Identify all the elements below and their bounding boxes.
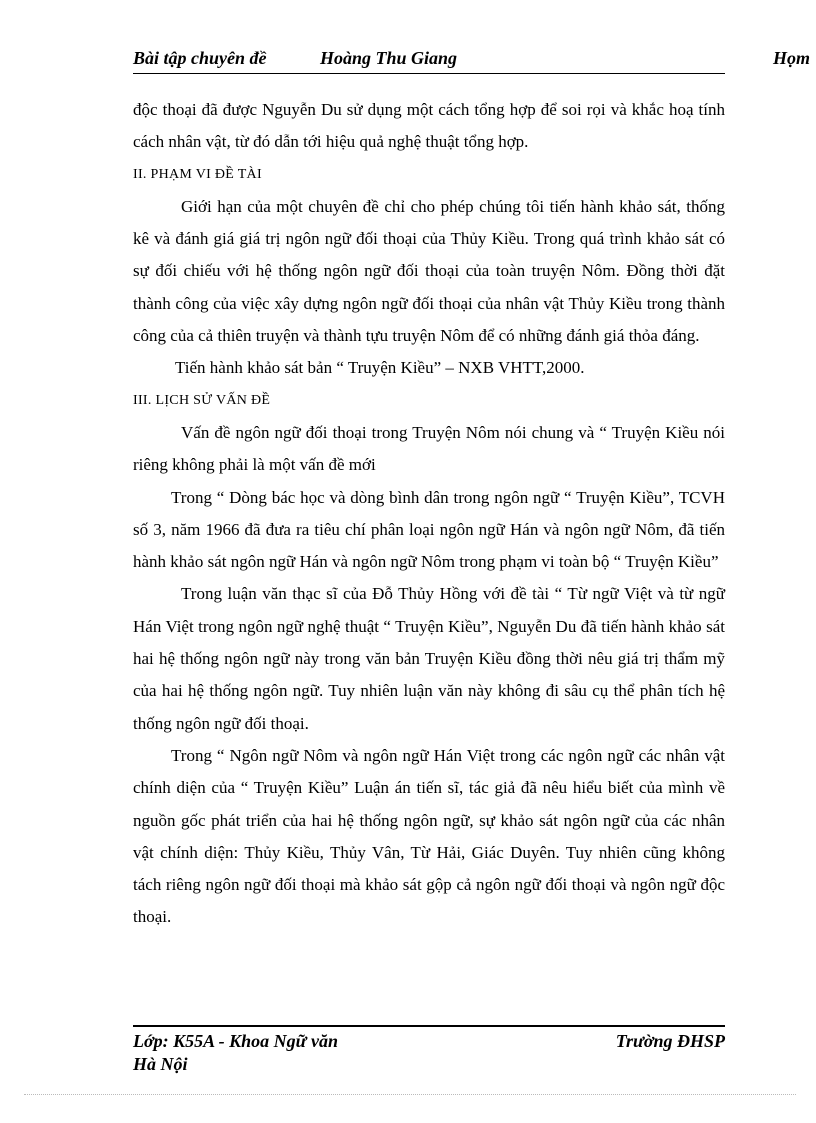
document-body <box>133 94 725 934</box>
header-title: Bài tập chuyên đề <box>133 48 267 68</box>
section-heading-scope: II. PHẠM VI ĐỀ TÀI <box>133 166 262 182</box>
header-author: Hoàng Thu Giang <box>320 48 458 68</box>
paragraph-continuation: độc thoại đã được Nguyễn Du sử dụng một cách tổng hợp để soi rọi và khắc hoạ tính cách nhân vật, từ đó dẫn tới hiệu quả nghệ thuật tổng hợp. <box>133 100 725 152</box>
footer-class: Lớp: K55A - Khoa Ngữ văn <box>133 1031 338 1051</box>
paragraph-history-3: Trong “ Ngôn ngữ Nôm và ngôn ngữ Hán Việt trong các ngôn ngữ các nhân vật chính diện của “ Truyện Kiều” Luận án tiến sĩ, tác giả đã nêu hiểu biết của mình về nguồn gốc phát triển của hai hệ thống ngôn ngữ, sự khảo sát ngôn ngữ của các nhân vật chính diện: Thủy Kiều, Thủy Vân, Từ Hải, Giác Duyên. Tuy nhiên cũng không tách riêng ngôn ngữ đối thoại mà khảo sát gộp cả ngôn ngữ đối thoại và ngôn ngữ độc thoại. <box>133 745 725 927</box>
section-heading-history: III. LỊCH SỬ VẤN ĐỀ <box>133 392 271 408</box>
paragraph-history-2: Trong luận văn thạc sĩ của Đỗ Thủy Hồng với đề tài “ Từ ngữ Việt và từ ngữ Hán Việt trong ngôn ngữ nghệ thuật “ Truyện Kiều”, Nguyễn Du đã tiến hành khảo sát hai hệ thống ngôn ngữ này trong văn bản Truyện Kiều đồng thời nêu giá trị thẩm mỹ của hai hệ thống ngôn ngữ. Tuy nhiên luận văn này không đi sâu cụ thể phân tích hệ thống ngôn ngữ đối thoại. <box>133 584 725 733</box>
header-rule <box>133 73 725 74</box>
paragraph-scope: Giới hạn của một chuyên đề chỉ cho phép chúng tôi tiến hành khảo sát, thống kê và đánh giá giá trị ngôn ngữ đối thoại của Thủy Kiều. Trong quá trình khảo sát có sự đối chiếu với hệ thống ngôn ngữ đối thoại của toàn truyện Nôm. Đồng thời đặt thành công của việc xây dựng ngôn ngữ đối thoại của nhân vật Thủy Kiều trong thành công của cả thiên truyện và thành tựu truyện Nôm để có những đánh giá thỏa đáng. <box>133 196 725 346</box>
header-right: Họm <box>773 48 811 68</box>
footer-city: Hà Nội <box>133 1054 188 1074</box>
paragraph-source: Tiến hành khảo sát bản “ Truyện Kiều” – NXB VHTT,2000. <box>175 358 585 378</box>
page-header <box>133 48 816 76</box>
footer-school: Trường ĐHSP <box>615 1031 725 1051</box>
paragraph-history-intro: Vấn đề ngôn ngữ đối thoại trong Truyện Nôm nói chung và “ Truyện Kiều nói riêng không phải là một vấn đề mới <box>133 422 725 475</box>
footer-rule <box>133 1025 725 1027</box>
page-bottom-divider <box>24 1094 796 1095</box>
paragraph-history-1: Trong “ Dòng bác học và dòng bình dân trong ngôn ngữ “ Truyện Kiều”, TCVH số 3, năm 1966 đã đưa ra tiêu chí phân loại ngôn ngữ Hán và ngôn ngữ Nôm, đã tiến hành khảo sát ngôn ngữ Hán và ngôn ngữ Nôm trong phạm vi toàn bộ “ Truyện Kiều” <box>133 487 725 572</box>
